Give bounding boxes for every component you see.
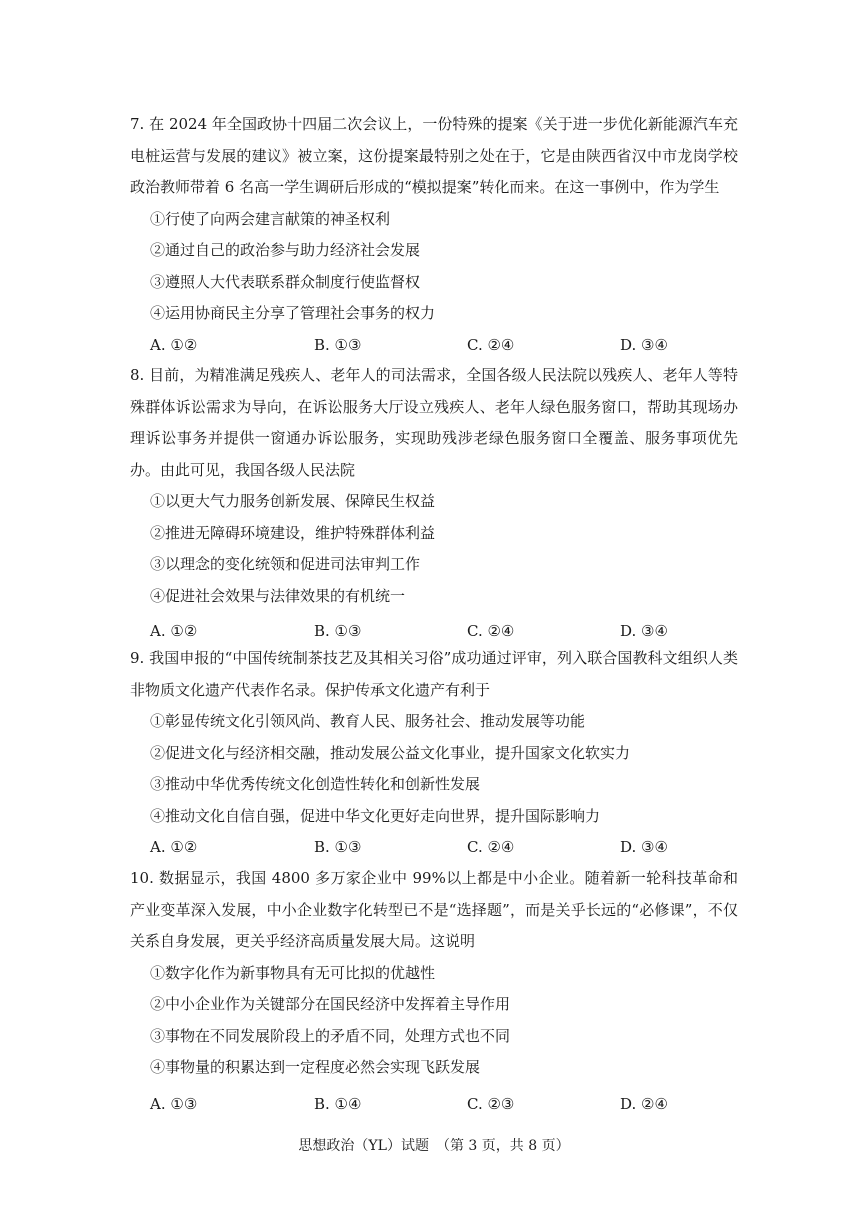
statement-3: ③推动中华优秀传统文化创造性转化和创新性发展 [150,775,481,793]
statement-2: ②中小企业作为关键部分在国民经济中发挥着主导作用 [150,995,511,1013]
statement-4: ④事物量的积累达到一定程度必然会实现飞跃发展 [150,1058,481,1076]
answer-choices [130,330,738,362]
page-footer: 思想政治（YL）试题 （第 3 页，共 8 页） [298,1138,570,1154]
question-stem: 7. 在 2024 年全国政协十四届二次会议上，一份特殊的提案《关于进一步优化新能源汽车充电桩运营与发展的建议》被立案，这份提案最特别之处在于，它是由陕西省汉中市龙岗学校政治教师带着 6 名高一学生调研后形成的“模拟提案”转化而来。在这一事例中，作为学生 [130,115,738,196]
question-stem: 8. 目前，为精准满足残疾人、老年人的司法需求，全国各级人民法院以残疾人、老年人等特殊群体诉讼需求为导向，在诉讼服务大厅设立残疾人、老年人绿色服务窗口，帮助其现场办理诉讼事务并提供一窗通办诉讼服务，实现助残涉老绿色服务窗口全覆盖、服务事项优先办。由此可见，我国各级人民法院 [130,366,738,479]
statement-1: ①彰显传统文化引领风尚、教育人民、服务社会、推动发展等功能 [150,712,586,730]
statement-2: ②推进无障碍环境建设，维护特殊群体利益 [150,523,436,542]
statement-4: ④推动文化自信自强，促进中华文化更好走向世界，提升国际影响力 [150,806,601,825]
choice-b[interactable]: B. ①③ [314,335,362,354]
choice-c[interactable]: C. ②④ [467,622,515,640]
choice-c[interactable]: C. ②④ [467,335,515,354]
question-stem: 9. 我国申报的“中国传统制茶技艺及其相关习俗”成功通过评审，列入联合国教科文组织人类非物质文化遗产代表作名录。保护传承文化遗产有利于 [130,649,738,699]
question-7 [130,109,738,361]
statement-2: ②促进文化与经济相交融，推动发展公益文化事业，提升国家文化软实力 [150,743,631,762]
choice-a[interactable]: A. ①② [150,622,198,640]
statement-4: ④促进社会效果与法律效果的有机统一 [150,586,406,605]
statement-2: ②通过自己的政治参与助力经济社会发展 [150,241,421,259]
choice-d[interactable]: D. ③④ [620,622,668,640]
answer-choices [130,832,738,864]
question-stem: 10. 数据显示，我国 4800 多万家企业中 99%以上都是中小企业。随着新一轮科技革命和产业变革深入发展，中小企业数字化转型已不是“选择题”，而是关乎长远的“必修课”，不仅关系自身发展，更关乎经济高质量发展大局。这说明 [130,869,738,950]
choice-c[interactable]: C. ②④ [467,838,515,856]
choice-c[interactable]: C. ②③ [467,1094,515,1113]
statement-1: ①数字化作为新事物具有无可比拟的优越性 [150,963,436,982]
answer-choices [130,1089,738,1121]
statement-1: ①以更大气力服务创新发展、保障民生权益 [150,492,436,510]
choice-a[interactable]: A. ①② [150,838,198,856]
choice-d[interactable]: D. ③④ [620,838,668,856]
statement-3: ③事物在不同发展阶段上的矛盾不同，处理方式也不同 [150,1026,511,1045]
choice-b[interactable]: B. ①④ [314,1094,362,1113]
choice-d[interactable]: D. ③④ [620,335,668,354]
choice-b[interactable]: B. ①③ [314,838,362,856]
choice-a[interactable]: A. ①③ [150,1094,198,1113]
choice-d[interactable]: D. ②④ [620,1094,668,1113]
choice-b[interactable]: B. ①③ [314,622,362,640]
statement-4: ④运用协商民主分享了管理社会事务的权力 [150,304,436,322]
statement-1: ①行使了向两会建言献策的神圣权利 [150,209,391,228]
question-8 [130,360,738,648]
question-10 [130,863,738,1120]
choice-a[interactable]: A. ①② [150,335,198,354]
statement-3: ③以理念的变化统领和促进司法审判工作 [150,555,421,573]
statement-3: ③遵照人大代表联系群众制度行使监督权 [150,272,421,291]
question-9 [130,643,738,864]
